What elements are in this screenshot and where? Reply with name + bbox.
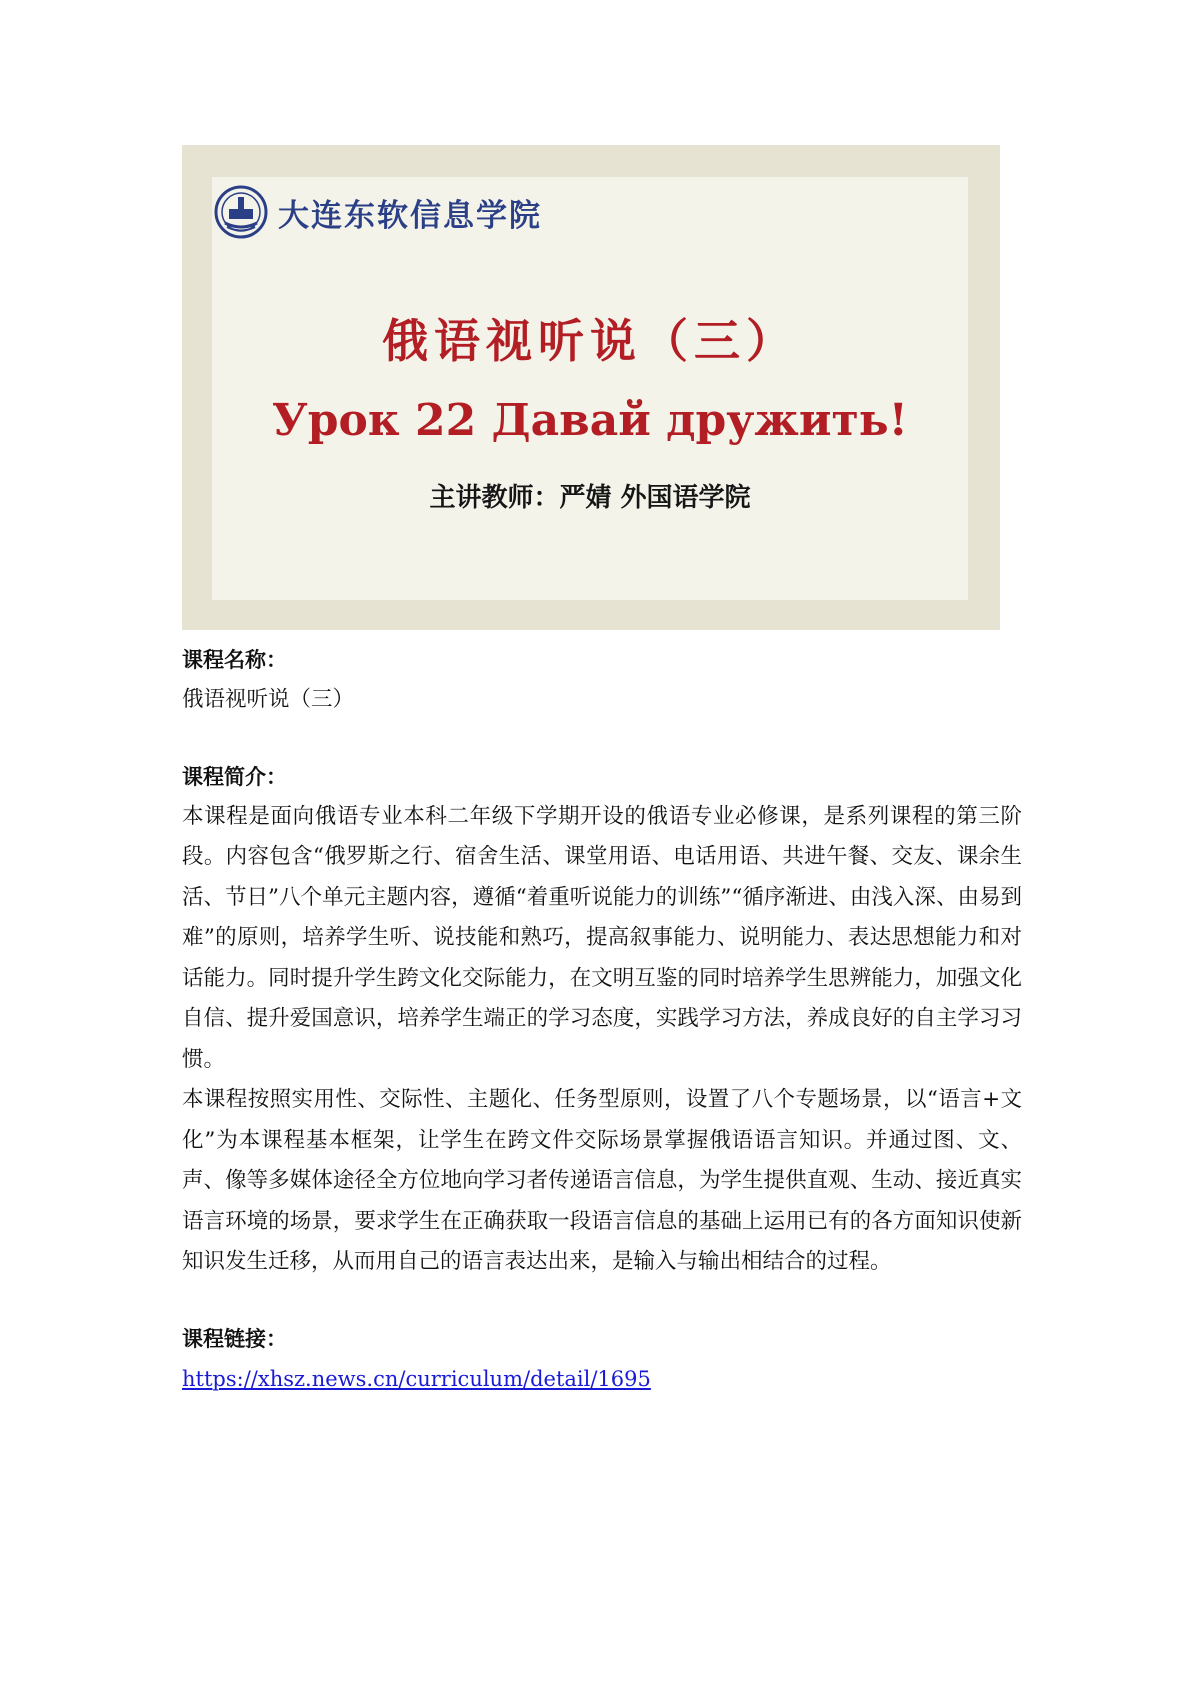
course-link[interactable]: https://xhsz.news.cn/curriculum/detail/1695 bbox=[182, 1366, 651, 1391]
course-intro-heading: 课程简介： bbox=[182, 764, 287, 789]
school-seal-icon bbox=[214, 185, 268, 239]
course-banner-image bbox=[182, 145, 1000, 630]
course-intro-paragraph-2: 本课程按照实用性、交际性、主题化、任务型原则，设置了八个专题场景，以“语言+文化”为本课程基本框架，让学生在跨文件交际场景掌握俄语语言知识。并通过图、文、声、像等多媒体途径全方位地向学习者传递语言信息，为学生提供直观、生动、接近真实语言环境的场景，要求学生在正确获取一段语言信息的基础上运用已有的各方面知识使新知识发生迁移，从而用自己的语言表达出来，是输入与输出相结合的过程。 bbox=[182, 1087, 1022, 1274]
course-name-value: 俄语视听说（三） bbox=[182, 687, 355, 712]
banner-lesson-title: Урок 22 Давай дружить! bbox=[272, 395, 908, 446]
school-logo bbox=[214, 185, 542, 239]
banner-course-title: 俄语视听说（三） bbox=[382, 314, 798, 368]
course-name-heading: 课程名称： bbox=[182, 648, 287, 672]
banner-teacher-line: 主讲教师：严婧 外国语学院 bbox=[429, 483, 751, 513]
spacer bbox=[182, 721, 1022, 757]
course-link-heading: 课程链接： bbox=[182, 1326, 287, 1351]
course-info bbox=[182, 640, 1022, 1399]
school-name: 大连东软信息学院 bbox=[278, 197, 542, 234]
banner-inner-panel bbox=[212, 177, 968, 600]
spacer bbox=[182, 1283, 1022, 1319]
course-intro-paragraph-1: 本课程是面向俄语专业本科二年级下学期开设的俄语专业必修课，是系列课程的第三阶段。内容包含“俄罗斯之行、宿舍生活、课堂用语、电话用语、共进午餐、交友、课余生活、节日”八个单元主题内容，遵循“着重听说能力的训练”“循序渐进、由浅入深、由易到难”的原则，培养学生听、说技能和熟巧，提高叙事能力、说明能力、表达思想能力和对话能力。同时提升学生跨文化交际能力，在文明互鉴的同时培养学生思辨能力，加强文化自信、提升爱国意识，培养学生端正的学习态度，实践学习方法，养成良好的自主学习习惯。 bbox=[182, 803, 1022, 1072]
